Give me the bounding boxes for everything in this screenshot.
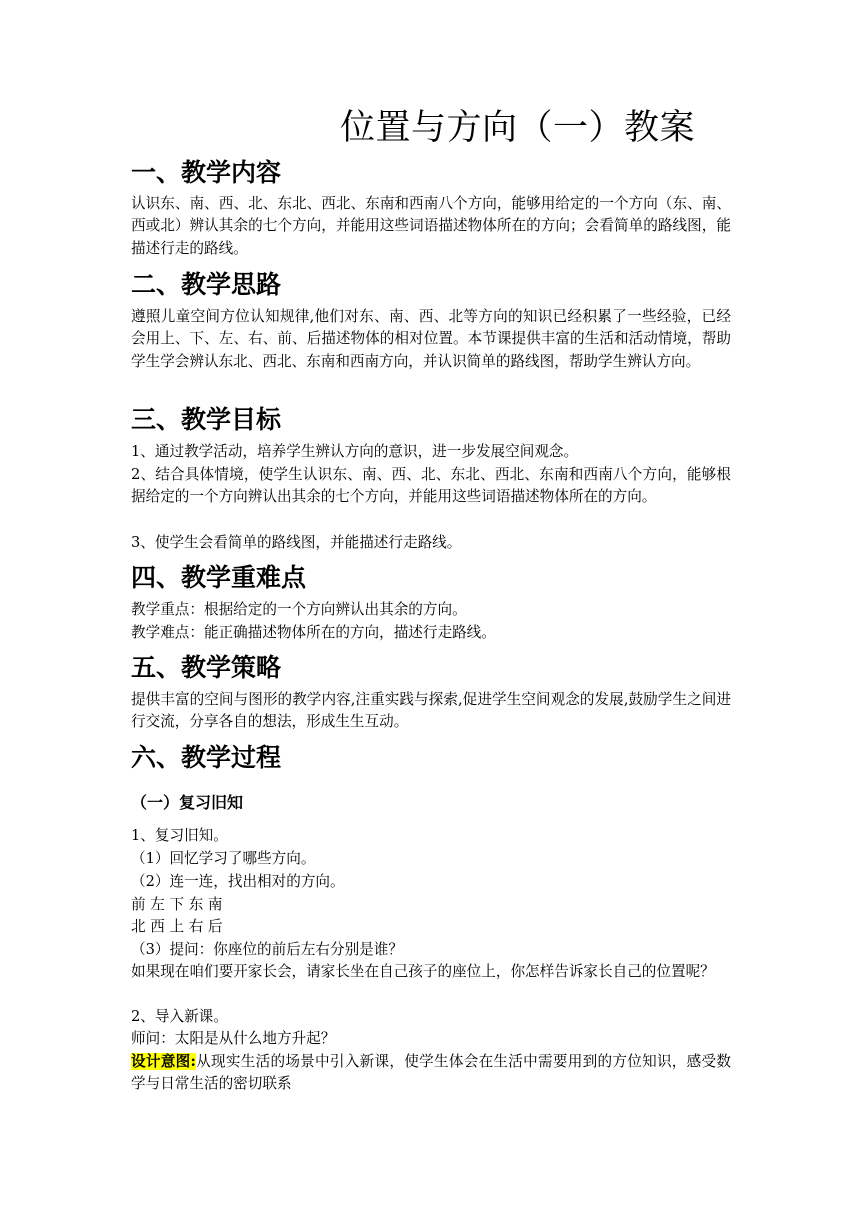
objective-item-3: 3、使学生会看简单的路线图，并能描述行走路线。 — [131, 534, 462, 551]
section-heading-objectives: 三、教学目标 — [131, 405, 282, 434]
subsection-heading-review: （一）复习旧知 — [131, 793, 244, 812]
objective-item-1: 1、通过教学活动，培养学生辨认方向的意识，进一步发展空间观念。 — [131, 443, 579, 460]
key-point-item: 教学重点：根据给定的一个方向辨认出其余的方向。 — [131, 601, 467, 618]
section-body-approach: 遵照儿童空间方位认知规律,他们对东、南、西、北等方向的知识已经积累了一些经验，已经会用上、下、左、右、前、后描述物体的相对位置。本节课提供丰富的生活和活动情境，帮助学生学会辨认东北、西北、东南和西南方向，并认识简单的路线图，帮助学生辨认方向。 — [131, 308, 731, 370]
section-heading-key-points: 四、教学重难点 — [131, 563, 307, 592]
process-line-new-lesson: 2、导入新课。 — [131, 1008, 228, 1025]
section-heading-strategy: 五、教学策略 — [131, 653, 282, 682]
direction-row-2: 北 西 上 右 后 — [131, 918, 223, 935]
section-heading-content: 一、教学内容 — [131, 158, 282, 187]
process-line-teacher-question: 师问：太阳是从什么地方升起？ — [131, 1030, 336, 1047]
direction-row-1: 前 左 下 东 南 — [131, 896, 223, 913]
section-heading-approach: 二、教学思路 — [131, 270, 282, 299]
process-line-question: （3）提问：你座位的前后左右分别是谁？ — [131, 941, 403, 958]
process-line-1: 1、复习旧知。 — [131, 827, 228, 844]
document-title: 位置与方向（一）教案 — [340, 108, 696, 148]
section-body-content: 认识东、南、西、北、东北、西北、东南和西南八个方向，能够用给定的一个方向（东、南、西或北）辨认其余的七个方向，并能用这些词语描述物体所在的方向；会看简单的路线图，能描述行走的路线。 — [131, 195, 731, 257]
parent-meeting-question: 如果现在咱们要开家长会，请家长坐在自己孩子的座位上，你怎样告诉家长自己的位置呢？ — [131, 963, 715, 980]
difficult-point-item: 教学难点：能正确描述物体所在的方向，描述行走路线。 — [131, 624, 496, 641]
process-line-3: （2）连一连，找出相对的方向。 — [131, 873, 345, 890]
section-heading-process: 六、教学过程 — [131, 743, 282, 772]
process-line-2: （1）回忆学习了哪些方向。 — [131, 850, 316, 867]
design-intent-paragraph — [131, 1051, 731, 1096]
design-intent-label: 设计意图: — [131, 1053, 196, 1070]
section-body-strategy: 提供丰富的空间与图形的教学内容,注重实践与探索,促进学生空间观念的发展,鼓励学生之间进行交流，分享各自的想法，形成生生互动。 — [131, 691, 731, 731]
design-intent-text: 从现实生活的场景中引入新课，使学生体会在生活中需要用到的方位知识，感受数学与日常生活的密切联系 — [131, 1053, 731, 1093]
objective-item-2: 2、结合具体情境，使学生认识东、南、西、北、东北、西北、东南和西南八个方向，能够根据给定的一个方向辨认出其余的七个方向，并能用这些词语描述物体所在的方向。 — [131, 466, 731, 506]
